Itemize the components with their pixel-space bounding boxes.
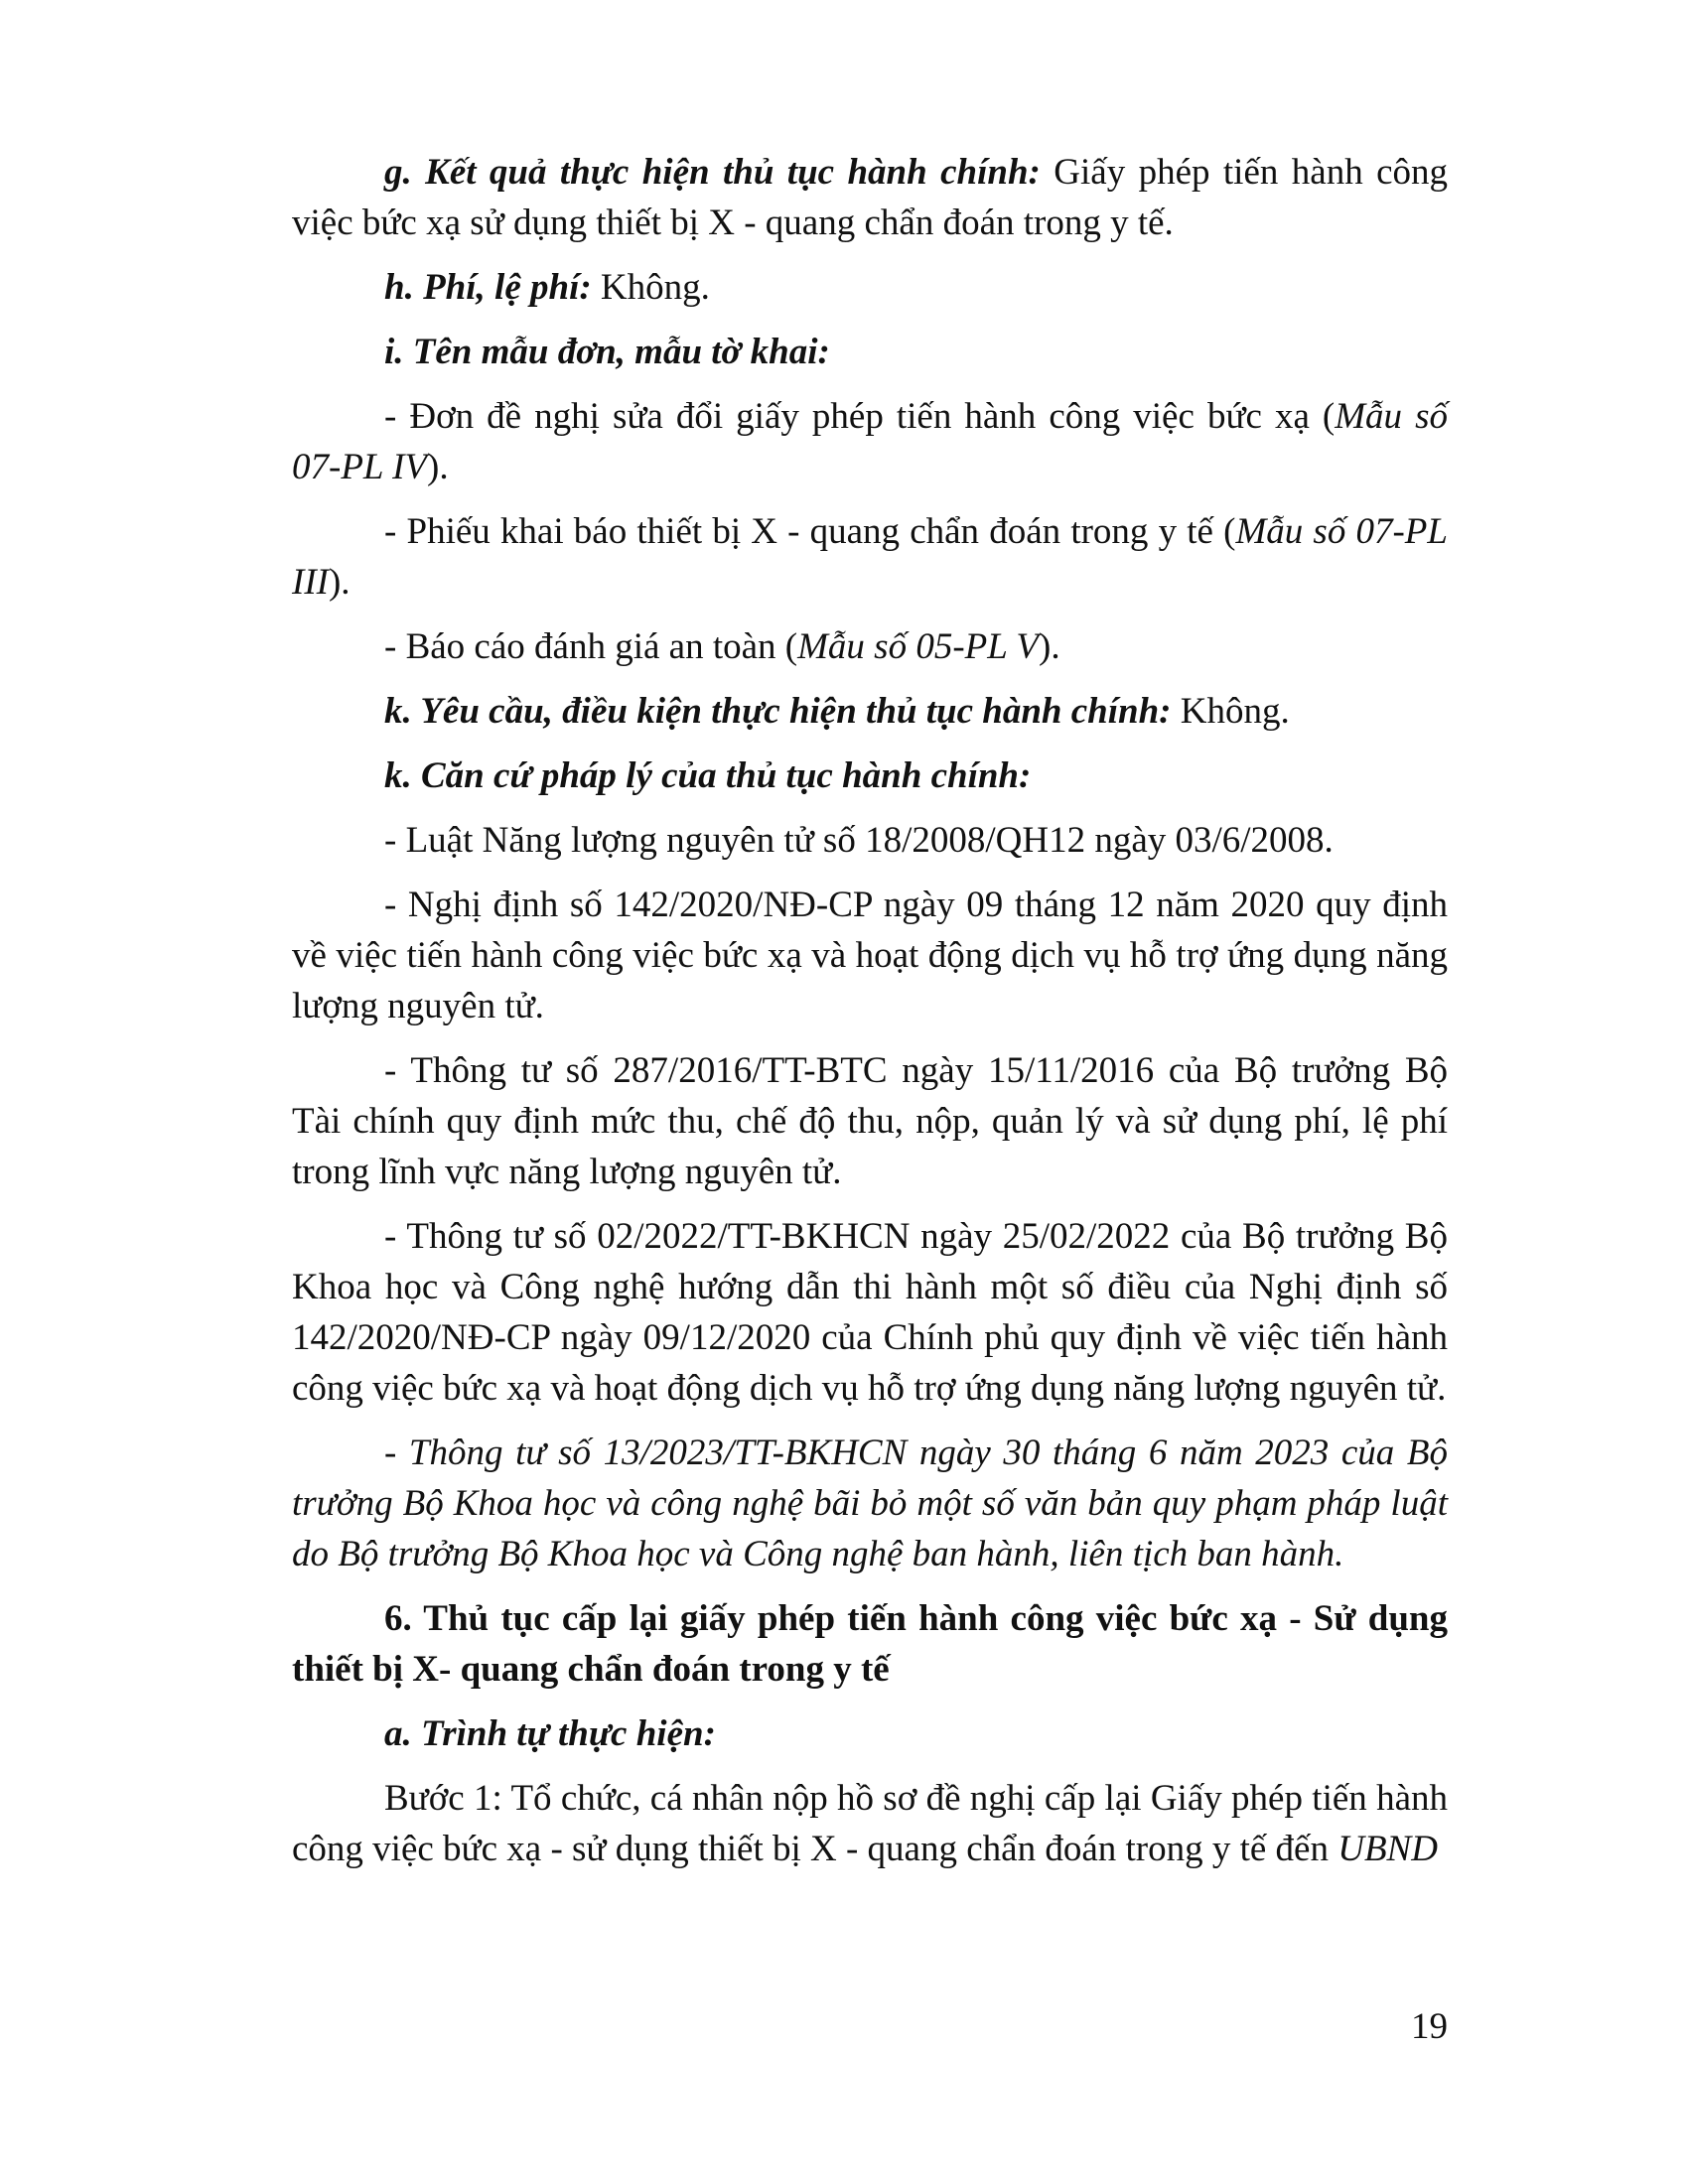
item-g: [292, 147, 1448, 248]
legal-basis-item: - Thông tư số 287/2016/TT-BTC ngày 15/11/2016 của Bộ trưởng Bộ Tài chính quy định mức thu, chế độ thu, nộp, quản lý và sử dụng phí, lệ phí trong lĩnh vực năng lượng nguyên tử.: [292, 1050, 1448, 1192]
form-item-ref: Mẫu số 05-PL V: [797, 626, 1039, 667]
legal-basis-item: - Luật Năng lượng nguyên tử số 18/2008/QH12 ngày 03/6/2008.: [384, 820, 1334, 861]
page-number: 19: [1411, 2006, 1448, 2047]
form-item: [292, 391, 1448, 492]
form-item: [292, 621, 1448, 672]
item-k-requirements-text: Không.: [1171, 691, 1290, 732]
legal-basis-item-italic: - Thông tư số 13/2023/TT-BKHCN ngày 30 tháng 6 năm 2023 của Bộ trưởng Bộ Khoa học và công nghệ bãi bỏ một số văn bản quy phạm pháp luật do Bộ trưởng Bộ Khoa học và Công nghệ ban hành, liên tịch ban hành.: [292, 1433, 1448, 1574]
item-g-text: Giấy phép tiến hành công việc bức xạ sử dụng thiết bị X - quang chẩn đoán trong y tế.: [292, 152, 1449, 243]
item-k-requirements-label: k. Yêu cầu, điều kiện thực hiện thủ tục hành chính:: [384, 691, 1172, 732]
form-item-text: - Đơn đề nghị sửa đổi giấy phép tiến hành công việc bức xạ (: [384, 396, 1336, 437]
form-item: [292, 506, 1448, 608]
item-k-legal: [292, 751, 1448, 801]
item-h-text: Không.: [591, 267, 710, 308]
item-h: [292, 262, 1448, 313]
form-item-ref: Mẫu số 07-PL IV: [292, 396, 1448, 487]
document-page: [292, 147, 1448, 1888]
section-6-a-label: a. Trình tự thực hiện:: [384, 1713, 716, 1754]
legal-basis-item: - Thông tư số 02/2022/TT-BKHCN ngày 25/02/2022 của Bộ trưởng Bộ Khoa học và Công nghệ hướng dẫn thi hành một số điều của Nghị định số 142/2020/NĐ-CP ngày 09/12/2020 của Chính phủ quy định về việc tiến hành công việc bức xạ và hoạt động dịch vụ hỗ trợ ứng dụng năng lượng nguyên tử.: [292, 1216, 1448, 1409]
section-6-step-1-text: Bước 1: Tổ chức, cá nhân nộp hồ sơ đề nghị cấp lại Giấy phép tiến hành công việc bức xạ - sử dụng thiết bị X - quang chẩn đoán trong y tế đến: [292, 1778, 1448, 1869]
form-item-ref: Mẫu số 07-PL III: [292, 511, 1448, 603]
item-i-label: i. Tên mẫu đơn, mẫu tờ khai:: [384, 332, 830, 372]
section-6-a: [292, 1708, 1448, 1759]
form-item-end: ).: [328, 562, 351, 603]
section-6-heading: 6. Thủ tục cấp lại giấy phép tiến hành công việc bức xạ - Sử dụng thiết bị X- quang chẩn đoán trong y tế: [292, 1598, 1448, 1690]
section-6-step-1: [292, 1773, 1448, 1874]
legal-basis-item: - Nghị định số 142/2020/NĐ-CP ngày 09 tháng 12 năm 2020 quy định về việc tiến hành công việc bức xạ và hoạt động dịch vụ hỗ trợ ứng dụng năng lượng nguyên tử.: [292, 885, 1448, 1026]
item-h-label: h. Phí, lệ phí:: [384, 267, 592, 308]
item-k-requirements: [292, 686, 1448, 737]
form-item-text: - Phiếu khai báo thiết bị X - quang chẩn đoán trong y tế (: [384, 511, 1236, 552]
form-item-text: - Báo cáo đánh giá an toàn (: [384, 626, 798, 667]
form-item-end: ).: [427, 447, 449, 487]
section-6-step-1-italic: UBND: [1337, 1829, 1438, 1869]
item-g-label: g. Kết quả thực hiện thủ tục hành chính:: [384, 152, 1041, 193]
form-item-end: ).: [1039, 626, 1060, 667]
item-i: [292, 327, 1448, 377]
item-k-legal-label: k. Căn cứ pháp lý của thủ tục hành chính:: [384, 755, 1032, 796]
